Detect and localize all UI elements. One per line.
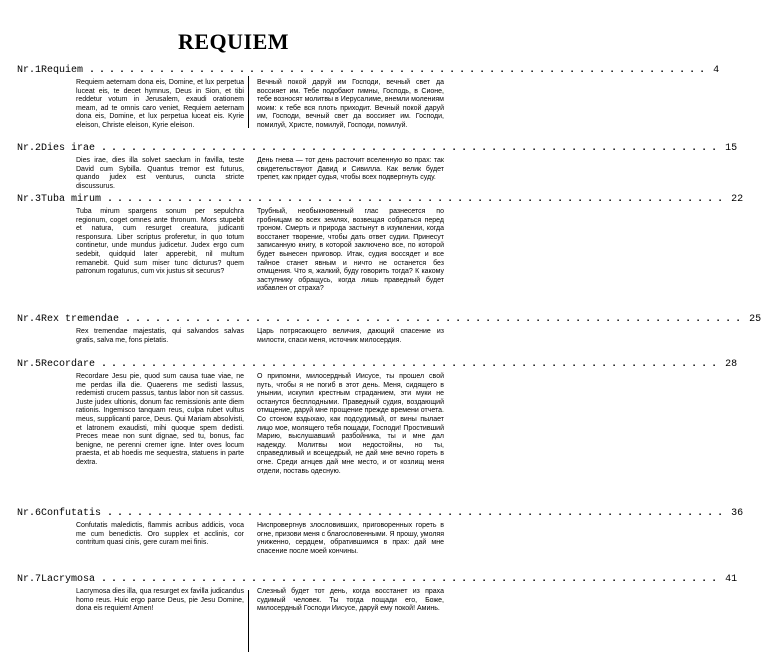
section-number: Nr.7 xyxy=(17,574,42,585)
section-name: Tuba mirum xyxy=(41,194,102,205)
section-heading xyxy=(17,193,744,206)
section-name: Lacrymosa xyxy=(41,574,96,585)
latin-text: Recordare Jesu pie, quod sum causa tuae viae, ne me perdas illa die. Quaerens me sedisti lassus, redemisti crucem passus, tantus labor non sit cassus. Juste judex ultionis, donum fac remissionis ante diem rationis. Ingemisco tanquam reus, culpa rubet vultus meus, supplicanti parce, Deus. Qui Mariam absolvisti, et latronem exaudisti, mihi quoque spem dedisti. Preces meae non sunt dignae, sed tu, bonus, fac benigne, ne perenni cremer igne. Inter oves locum praesta, et ab hoedis me sequestra, statuens in parte dextra. xyxy=(76,373,244,466)
dot-leader: .............................................................. xyxy=(107,508,728,519)
section-number: Nr.3 xyxy=(17,194,42,205)
dot-leader: .............................................................. xyxy=(107,194,728,205)
latin-text: Confutatis maledictis, flammis acribus addicis, voca me cum benedictis. Oro supplex et acclinis, cor contritum quasi cinis, gere curam mei finis. xyxy=(76,522,244,547)
section-heading xyxy=(17,358,738,371)
latin-text: Tuba mirum spargens sonum per sepulchra regionum, coget omnes ante thronum. Mors stupebit et natura, cum resurget creatura, judicanti responsura. Liber scriptus proferetur, in quo totum continetur, unde mundus judicetur. Judex ergo cum sedebit, quidquid later apperebit, nil multum remanebit. Quid sum miser tunc dicturus? quem patronum rogaturus, cum vix justus sit securus? xyxy=(76,208,244,276)
section-number: Nr.1 xyxy=(17,65,42,76)
russian-text: О припомни, милосердный Иисусе, ты прошел свой путь, чтобы я не погиб в этот день. Меня, сидящего в унынии, искупил крестным страданием, эти муки не останутся бесплодными. Праведный судия, воздающий отмщение, даруй мне прощение прежде времени отчета. Со стоном вздыхаю, как подсудимый, от вины пылает лицо мое, молящего тебя пощади, Господи! Простивший Марию, выслушавший разбойника, ты и мне дал надежду. Молитвы мои недостойны, но ты, справедливый и всещедрый, не дай мне вечно гореть в огне. Среди агнцев дай мне место, и от козлищ меня отдели, поставь одесную. xyxy=(257,373,444,475)
section-name: Rex tremendae xyxy=(41,314,120,325)
page-number: 41 xyxy=(725,574,738,585)
russian-text: Слезный будет тот день, когда восстанет из праха судимый человек. Ты тогда пощади его, Боже, милосердный Господи Иисусе, даруй ему покой! Аминь. xyxy=(257,588,444,613)
russian-text: Трубный, необыкновенный глас разнесется по гробницам во всех землях, возвещая собраться перед троном. Смерть и природа застынут в изумлении, когда восстанет творение, чтобы дать ответ судии. Принесут записанную книгу, в которой заключено все, по которой будет вынесен приговор. Итак, судия воссядет и все тайное станет явным и ничто не останется без отмщения. Что я, жалкий, буду говорить тогда? К какому заступнику обращусь, когда лишь праведный будет избавлен от страха? xyxy=(257,208,444,293)
section-number: Nr.4 xyxy=(17,314,42,325)
section-number: Nr.2 xyxy=(17,143,42,154)
russian-text: Ниспровергнув злословивших, приговоренных гореть в огне, призови меня с благословенными. Я прошу, умоляя униженно, сердцем, обратившимся в прах: дай мне спасение после моей кончины. xyxy=(257,522,444,555)
section-name: Dies irae xyxy=(41,143,96,154)
page-number: 36 xyxy=(731,508,744,519)
section-name: Requiem xyxy=(41,65,84,76)
section-name: Confutatis xyxy=(41,508,102,519)
page-number: 25 xyxy=(749,314,761,325)
latin-text: Dies irae, dies illa solvet saeclum in favilla, teste David cum Sybilla. Quantus tremor est futurus, quando judex est venturus, cuncta stricte discussurus. xyxy=(76,157,244,190)
dot-leader: .............................................................. xyxy=(101,143,722,154)
page-number: 28 xyxy=(725,359,738,370)
latin-text: Lacrymosa dies illa, qua resurget ex favilla judicandus homo reus. Huic ergo parce Deus, pie Jesu Domine, dona eis requiem! Amen! xyxy=(76,588,244,613)
latin-text: Rex tremendae majestatis, qui salvandos salvas gratis, salva me, fons pietatis. xyxy=(76,328,244,344)
section-heading xyxy=(17,573,738,586)
dot-leader: .............................................................. xyxy=(101,359,722,370)
latin-text: Requiem aeternam dona eis, Domine, et lux perpetua luceat eis, te decet hymnus, Deus in Sion, et tibi reddetur votum in Jerusalem, exaudi orationem meam, ad te omnis caro veniet, Requiem aeternam dona eis, Domine, et lux perpetua luceat eis. Kyrie eleison, Christe eleison, Kyrie eleison. xyxy=(76,79,244,129)
page-title: REQUIEM xyxy=(177,29,290,54)
section-number: Nr.5 xyxy=(17,359,42,370)
section-name: Recordare xyxy=(41,359,96,370)
column-divider xyxy=(248,76,249,128)
dot-leader: .............................................................. xyxy=(101,574,722,585)
section-heading xyxy=(17,64,720,77)
russian-text: Царь потрясающего величия, дающий спасение из милости, спаси меня, источник милосердия. xyxy=(257,328,444,344)
dot-leader: .............................................................. xyxy=(89,65,710,76)
russian-text: День гнева — тот день расточит вселенную во прах: так свидетельствуют Давид и Сивилла. Как велик будет трепет, как придет судья, чтобы всех подвергнуть суду. xyxy=(257,157,444,182)
section-heading xyxy=(17,313,761,326)
section-heading xyxy=(17,507,744,520)
section-heading xyxy=(17,142,738,155)
section-number: Nr.6 xyxy=(17,508,42,519)
russian-text: Вечный покой даруй им Господи, вечный свет да воссияет им. Тебе подобают гимны, Господь, в Сионе, тебе возносят молитвы в Иерусалиме, внемли молениям моим: к тебе вся плоть приходит. Вечный покой даруй им, Господи, вечный свет да воссияет им. Господи, помилуй, Христе, помилуй, Господи, помилуй. xyxy=(257,79,444,129)
dot-leader: .............................................................. xyxy=(125,314,746,325)
column-divider xyxy=(248,590,249,652)
page-number: 15 xyxy=(725,143,738,154)
page-number: 22 xyxy=(731,194,744,205)
page-number: 4 xyxy=(713,65,720,76)
